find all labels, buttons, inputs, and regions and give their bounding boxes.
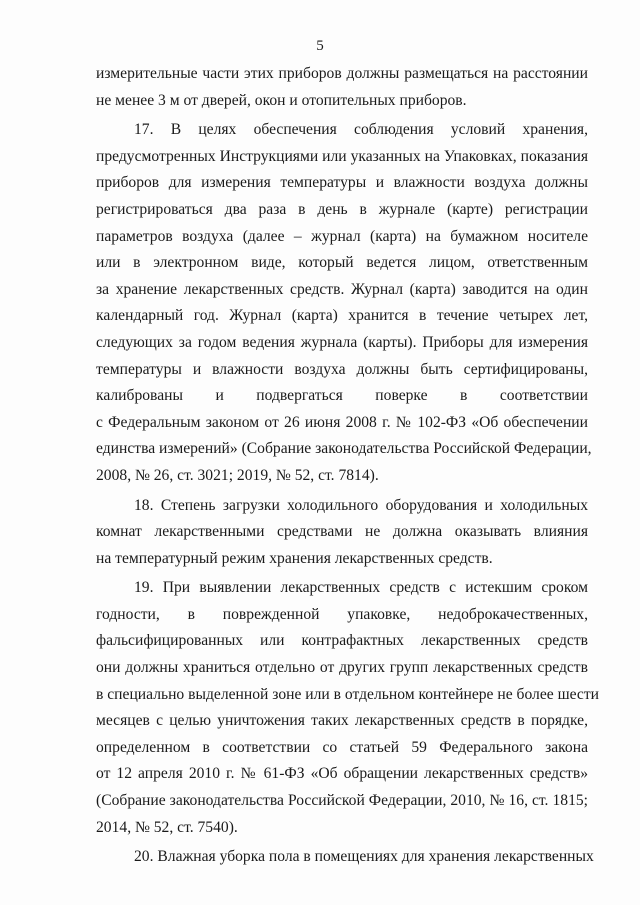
text-line: параметров воздуха (далее – журнал (карта) на бумажном носителе (96, 227, 588, 245)
text-line: 2014, № 52, ст. 7540). (96, 818, 238, 836)
text-line: комнат лекарственными средствами не должна оказывать влияния (96, 523, 588, 541)
text-line: они должны храниться отдельно от других групп лекарственных средств (96, 659, 588, 677)
text-line: (Собрание законодательства Российской Федерации, 2010, № 16, ст. 1815; (96, 792, 588, 810)
text-line: следующих за годом ведения журнала (карты). Приборы для измерения (96, 333, 588, 351)
text-line: измерительные части этих приборов должны размещаться на расстоянии (96, 65, 588, 82)
text-line: не менее 3 м от дверей, окон и отопительных приборов. (96, 91, 467, 109)
text-line: 20. Влажная уборка пола в помещениях для хранения лекарственных (134, 848, 594, 866)
paragraph (96, 61, 588, 114)
paragraph (96, 493, 588, 573)
text-line: регистрироваться два раза в день в журнале (карте) регистрации (96, 200, 588, 218)
paragraph (96, 575, 599, 841)
text-line: 2008, № 26, ст. 3021; 2019, № 52, ст. 7814). (96, 466, 379, 484)
text-line: 19. При выявлении лекарственных средств с истекшим сроком (134, 579, 588, 597)
paragraph (96, 844, 594, 871)
text-line: в специально выделенной зоне или в отдельном контейнере не более шести (96, 685, 599, 703)
text-line: от 12 апреля 2010 г. № 61-ФЗ «Об обращении лекарственных средств» (96, 765, 588, 783)
paragraph (96, 117, 592, 489)
text-line: календарный год. Журнал (карта) хранится в течение четырех лет, (96, 307, 588, 325)
text-line: калиброваны и подвергаться поверке в соответствии (96, 387, 588, 405)
text-line: на температурный режим хранения лекарственных средств. (96, 549, 493, 567)
text-line: единства измерений» (Собрание законодательства Российской Федерации, (96, 440, 592, 458)
page-number: 5 (316, 38, 324, 54)
text-line: или в электронном виде, который ведется лицом, ответственным (96, 254, 588, 272)
body-text (96, 61, 599, 871)
text-line: за хранение лекарственных средств. Журнал (карта) заводится на один (96, 280, 588, 298)
text-line: определенном в соответствии со статьей 59 Федерального закона (96, 738, 588, 756)
text-line: с Федеральным законом от 26 июня 2008 г. № 102-ФЗ «Об обеспечении (96, 413, 588, 431)
text-line: температуры и влажности воздуха должны быть сертифицированы, (96, 360, 588, 378)
text-line: 17. В целях обеспечения соблюдения условий хранения, (134, 121, 588, 139)
text-line: предусмотренных Инструкциями или указанных на Упаковках, показания (96, 147, 588, 165)
text-line: годности, в поврежденной упаковке, недоброкачественных, (96, 605, 588, 623)
text-line: 18. Степень загрузки холодильного оборудования и холодильных (134, 496, 588, 514)
text-line: приборов для измерения температуры и влажности воздуха должны (96, 174, 588, 192)
text-line: фальсифицированных или контрафактных лекарственных средств (96, 632, 588, 650)
text-line: месяцев с целью уничтожения таких лекарственных средств в порядке, (96, 712, 588, 730)
